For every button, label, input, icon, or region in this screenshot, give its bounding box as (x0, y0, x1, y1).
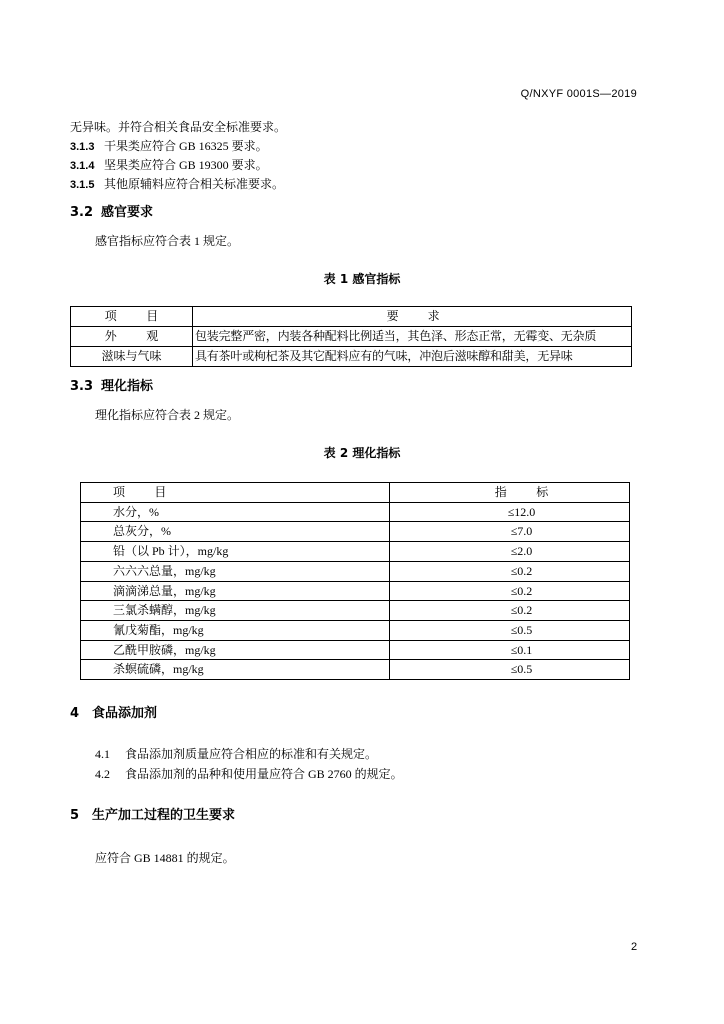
table-row (71, 347, 632, 367)
table-header-cell: 项 目 (81, 483, 390, 503)
clause-number: 3.1.4 (70, 160, 95, 172)
table-row (81, 561, 630, 581)
sensory-requirements-table (70, 306, 632, 367)
physicochemical-indicators-table (80, 482, 630, 680)
table-cell: 滴滴涕总量，mg/kg (81, 581, 390, 601)
table-cell: 乙酰甲胺磷，mg/kg (81, 640, 390, 660)
clause-number: 3.1.3 (70, 141, 95, 153)
table-cell: ≤0.1 (390, 640, 630, 660)
section-number: 5 (70, 808, 80, 823)
table-row (81, 620, 630, 640)
table-header-row (81, 483, 630, 503)
table-2-caption: 表 2 理化指标 (323, 446, 401, 460)
section-3-3-body: 理化指标应符合表 2 规定。 (95, 408, 240, 422)
clause-text: 坚果类应符合 GB 19300 要求。 (104, 158, 268, 172)
table-cell: 外 观 (71, 327, 193, 347)
continuation-line: 无异味。并符合相关食品安全标准要求。 (70, 120, 287, 134)
clause-number: 3.1.5 (70, 179, 95, 191)
table-cell: 三氯杀螨醇，mg/kg (81, 601, 390, 621)
table-cell: 水分，% (81, 502, 390, 522)
table-row (81, 640, 630, 660)
section-3-2-body: 感官指标应符合表 1 规定。 (95, 234, 240, 248)
clause-text: 干果类应符合 GB 16325 要求。 (104, 139, 268, 153)
table-row (81, 502, 630, 522)
section-number: 3.2 (70, 205, 94, 220)
table-row (81, 542, 630, 562)
table-cell: 铅（以 Pb 计），mg/kg (81, 542, 390, 562)
table-header-cell: 指 标 (390, 483, 630, 503)
table-cell: ≤2.0 (390, 542, 630, 562)
table-cell: 氰戊菊酯，mg/kg (81, 620, 390, 640)
table-cell: ≤12.0 (390, 502, 630, 522)
table-row (81, 601, 630, 621)
table-header-row (71, 307, 632, 327)
clause-number: 4.1 (95, 747, 110, 761)
table-row (71, 327, 632, 347)
table-cell: ≤0.2 (390, 601, 630, 621)
section-number: 4 (70, 706, 80, 721)
section-3-2-heading (70, 204, 153, 222)
clause-3-1-5 (70, 176, 284, 193)
table-cell: ≤0.5 (390, 620, 630, 640)
section-number: 3.3 (70, 379, 94, 394)
table-cell: ≤0.5 (390, 660, 630, 680)
clause-text: 食品添加剂质量应符合相应的标准和有关规定。 (125, 747, 378, 761)
table-cell: 滋味与气味 (71, 347, 193, 367)
table-cell: 总灰分，% (81, 522, 390, 542)
table-cell: 六六六总量，mg/kg (81, 561, 390, 581)
table-cell: 具有茶叶或枸杞茶及其它配料应有的气味，冲泡后滋味醇和甜美，无异味 (193, 347, 632, 367)
section-3-3-heading (70, 378, 153, 396)
clause-number: 4.2 (95, 767, 110, 781)
clause-text: 食品添加剂的品种和使用量应符合 GB 2760 的规定。 (125, 767, 403, 781)
page-number: 2 (631, 941, 638, 953)
section-5-heading (70, 807, 235, 825)
table-header-cell: 项 目 (71, 307, 193, 327)
table-cell: 包装完整严密，内装各种配料比例适当，其色泽、形态正常，无霉变、无杂质 (193, 327, 632, 347)
clause-text: 其他原辅料应符合相关标准要求。 (104, 177, 285, 191)
section-title: 感官要求 (101, 205, 154, 220)
section-4-heading (70, 705, 157, 723)
clause-4-1 (95, 746, 377, 762)
table-cell: ≤7.0 (390, 522, 630, 542)
table-cell: ≤0.2 (390, 561, 630, 581)
section-5-body: 应符合 GB 14881 的规定。 (95, 851, 235, 865)
table-row (81, 660, 630, 680)
table-row (81, 581, 630, 601)
table-row (81, 522, 630, 542)
table-cell: 杀螟硫磷，mg/kg (81, 660, 390, 680)
section-title: 生产加工过程的卫生要求 (92, 808, 236, 823)
table-header-cell: 要 求 (193, 307, 632, 327)
clause-3-1-4 (70, 157, 268, 174)
section-title: 食品添加剂 (92, 706, 158, 721)
section-title: 理化指标 (101, 379, 154, 394)
table-1-caption: 表 1 感官指标 (323, 272, 401, 286)
clause-3-1-3 (70, 138, 268, 155)
document-code-header: Q/NXYF 0001S—2019 (520, 88, 637, 100)
table-cell: ≤0.2 (390, 581, 630, 601)
clause-4-2 (95, 766, 403, 782)
